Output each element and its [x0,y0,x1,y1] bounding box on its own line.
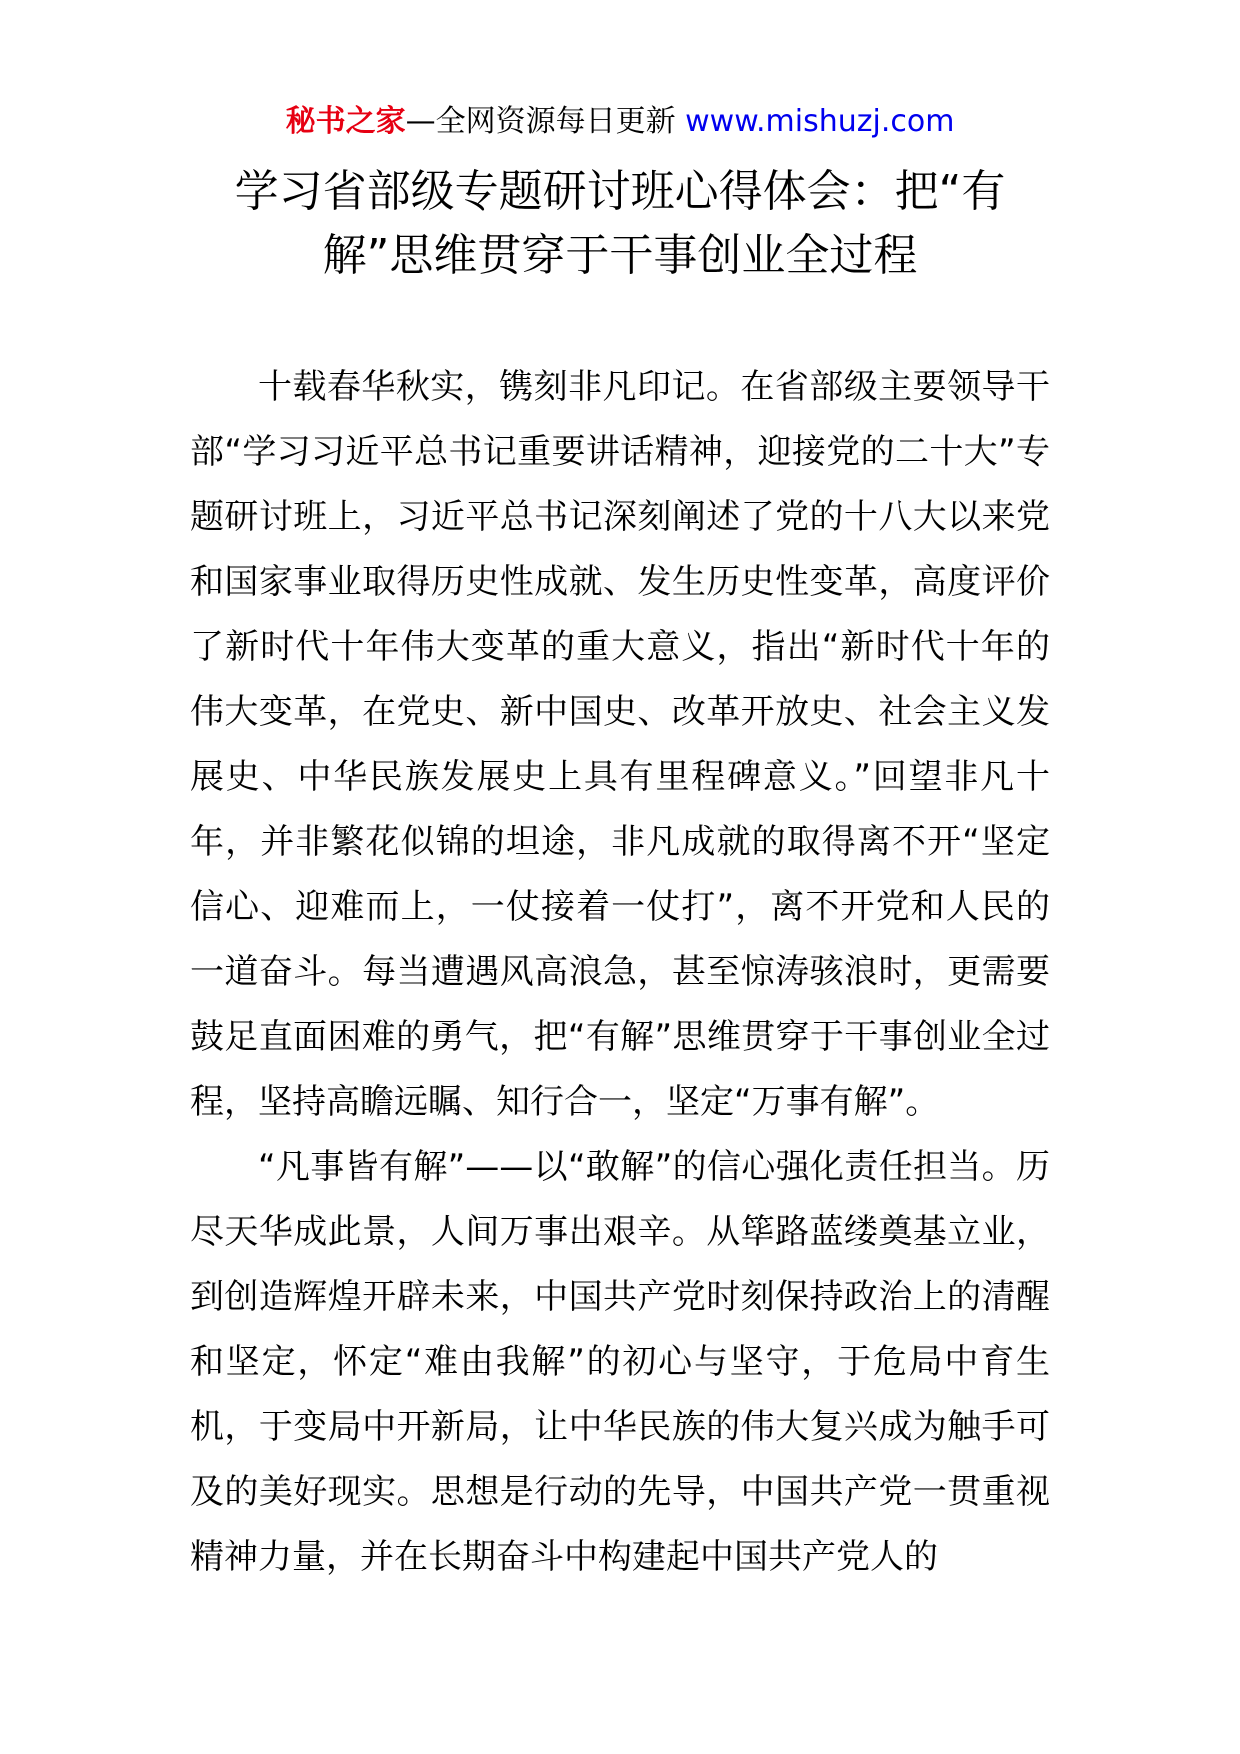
document-title: 学习省部级专题研讨班心得体会：把“有解”思维贯穿于干事创业全过程 [234,166,1006,281]
site-url-link[interactable]: www.mishuzj.com [685,104,955,139]
paragraph-1: 十载春华秋实，镌刻非凡印记。在省部级主要领导干部“学习习近平总书记重要讲话精神，迎接党的二十大”专题研讨班上，习近平总书记深刻阐述了党的十八大以来党和国家事业取得历史性成就、发生历史性变革，高度评价了新时代十年伟大变革的重大意义，指出“新时代十年的伟大变革，在党史、新中国史、改革开放史、社会主义发展史、中华民族发展史上具有里程碑意义。”回望非凡十年，并非繁花似锦的坦途，非凡成就的取得离不开“坚定信心、迎难而上，一仗接着一仗打”，离不开党和人民的一道奋斗。每当遭遇风高浪急，甚至惊涛骇浪时，更需要鼓足直面困难的勇气，把“有解”思维贯穿于干事创业全过程，坚持高瞻远瞩、知行合一，坚定“万事有解”。 [190,367,1050,1122]
document-body [190,355,1050,1590]
paragraph-2: “凡事皆有解”——以“敢解”的信心强化责任担当。历尽天华成此景，人间万事出艰辛。从筚路蓝缕奠基立业，到创造辉煌开辟未来，中国共产党时刻保持政治上的清醒和坚定，怀定“难由我解”的初心与坚守，于危局中育生机，于变局中开新局，让中华民族的伟大复兴成为触手可及的美好现实。思想是行动的先导，中国共产党一贯重视精神力量，并在长期奋斗中构建起中国共产党人的 [190,1147,1050,1577]
brand-name: 秘书之家 [285,104,406,139]
site-header [0,100,1240,144]
header-tagline: —全网资源每日更新 [405,104,686,139]
